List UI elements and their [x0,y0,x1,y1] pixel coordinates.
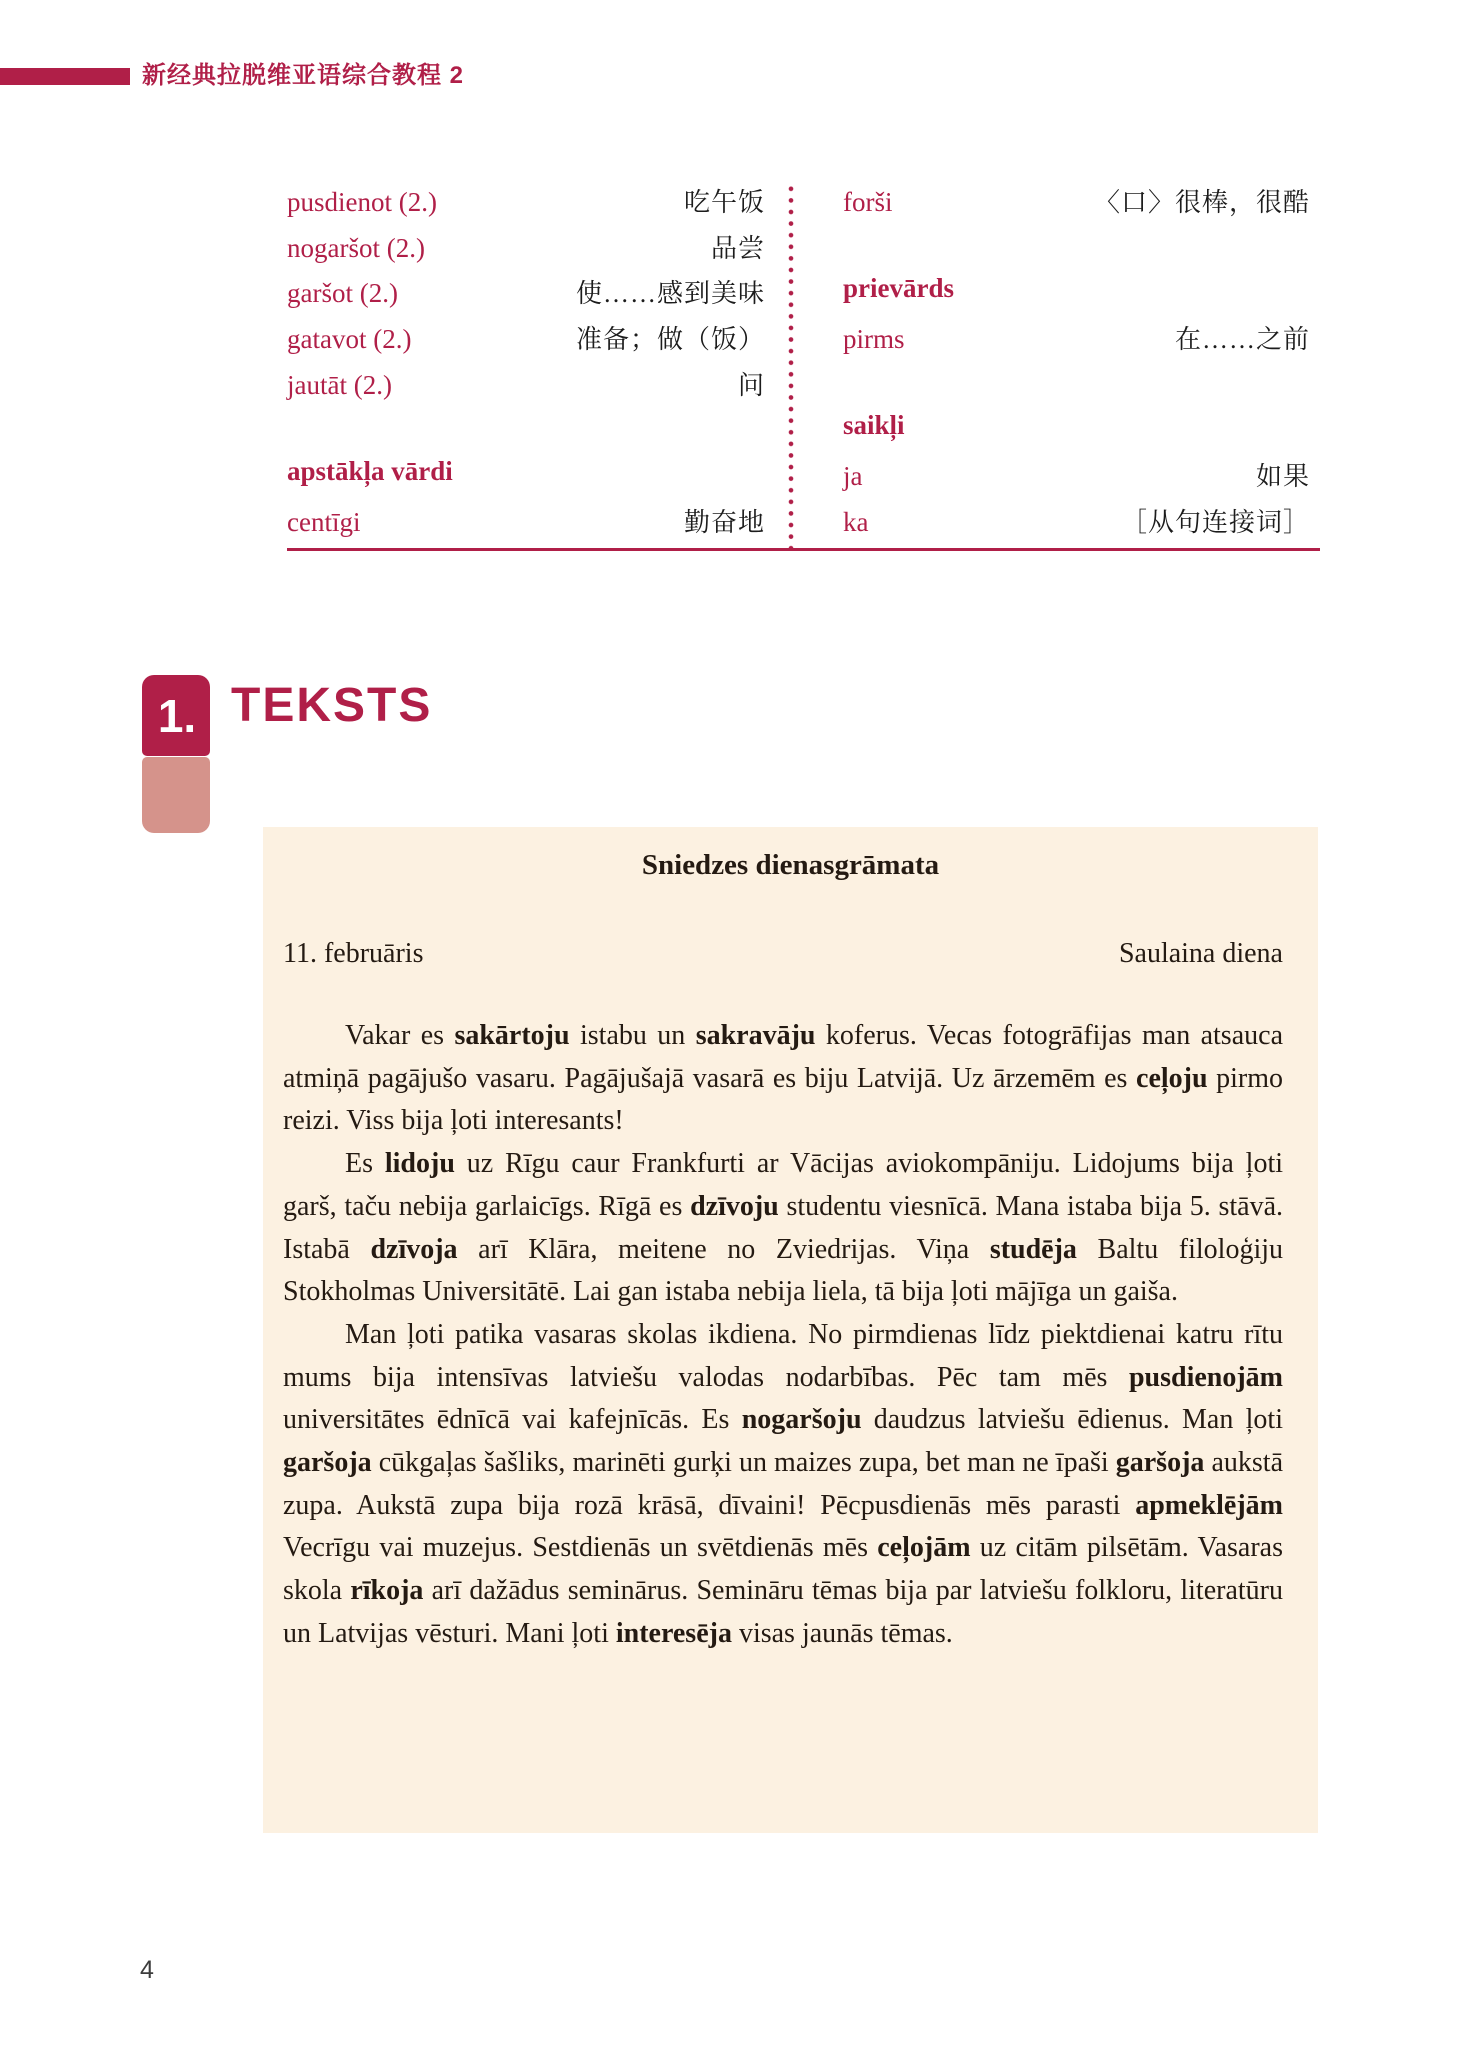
vocab-term: pusdienot (2.) [287,187,437,217]
diary-text-segment: arī Klāra, meitene no Zviedrijas. Viņa [457,1233,990,1265]
vocab-row [287,273,765,319]
vocab-row [287,182,765,228]
vocab-term: centīgi [287,506,361,537]
diary-text-segment: universitātes ēdnīcā vai kafejnīcās. Es [283,1404,742,1436]
diary-text-segment: visas jaunās tēmas. [731,1617,953,1649]
diary-weather: Saulaina diena [1118,938,1283,969]
diary-bold-word: rīkoja [350,1575,424,1607]
vocab-row [843,502,1310,548]
vocab-category-label: prievārds [843,273,954,304]
vocab-row [287,319,765,365]
diary-bold-word: interesēja [615,1617,732,1649]
diary-bold-word: dzīvoju [690,1190,779,1222]
diary-text-segment: cūkgaļas šašliks, marinēti gurķi un maizes zupa, bet man ne īpaši [371,1447,1116,1479]
vocab-row [843,319,1310,365]
diary-text-segment: Baltu filoloģiju Stokholmas Universitātē. Lai gan istaba nebija liela, tā bija ļoti mājīga un gaiša. [283,1233,1284,1308]
diary-paragraph [283,1143,1283,1314]
vocab-row [287,456,765,502]
diary-text-box [263,827,1318,1833]
diary-paragraph [283,1314,1283,1656]
vocab-row [843,228,1310,274]
diary-bold-word: ceļoju [1136,1062,1208,1094]
diary-text-segment: aukstā zupa. Aukstā zupa bija rozā krāsā, dīvaini! Pēcpusdienās mēs parasti [283,1447,1283,1521]
diary-text-segment: uz Rīgu caur Frankfurti ar Vācijas aviokompāniju. Lidojums bija ļoti garš, taču nebija garlaicīgs. Rīgā es [283,1148,1284,1222]
vocab-row [287,410,765,456]
vocab-category-label: saikļi [843,410,905,441]
diary-bold-word: pusdienojām [1128,1361,1283,1393]
vocab-column-left [287,182,765,548]
diary-bold-word: sakārtoju [454,1020,570,1051]
section-number-badge [142,675,210,756]
vocab-translation: 品尝 [710,233,765,263]
diary-bold-word: sakravāju [695,1020,816,1051]
diary-title: Sniedzes dienasgrāmata [641,849,940,881]
vocab-category-label: apstākļa vārdi [287,456,453,487]
diary-bold-word: garšoja [283,1447,372,1479]
vocab-translation: 准备；做（饭） [575,325,765,355]
vocab-term: garšot (2.) [287,278,398,309]
diary-bold-word: ceļojām [877,1532,971,1564]
diary-body [283,1015,1283,1656]
diary-bold-word: apmeklējām [1135,1489,1283,1521]
diary-bold-word: studēja [989,1233,1077,1265]
diary-text-segment: Vakar es [345,1020,455,1051]
vocab-translation: 在……之前 [1174,325,1310,355]
vocab-row [287,228,765,274]
diary-text-segment: pirmo reizi. Viss bija ļoti interesants! [283,1062,1283,1137]
diary-text-segment: daudzus latviešu ēdienus. Man ļoti [861,1404,1283,1436]
vocab-term: nogaršot (2.) [287,232,425,263]
diary-text-segment: uz citām pilsētām. Vasaras skola [283,1532,1283,1607]
vocab-translation: 如果 [1255,462,1310,492]
diary-paragraph [283,1015,1283,1143]
diary-text-segment: istabu un [569,1020,696,1051]
vocab-term: forši [843,187,893,217]
vocab-dotted-divider [788,183,794,550]
vocab-translation: 〈口〉很棒，很酷 [1093,188,1310,217]
vocab-row [843,182,1310,228]
diary-bold-word: garšoja [1115,1447,1205,1479]
diary-date: 11. februāris [283,938,424,969]
diary-text-segment: studentu viesnīcā. Mana istaba bija 5. stāvā. Istabā [283,1190,1284,1265]
section-number: 1. [157,689,197,742]
diary-bold-word: lidoju [384,1148,455,1180]
vocab-row [843,365,1310,411]
vocab-term: pirms [843,324,905,355]
diary-text-segment: koferus. Vecas fotogrāfijas man atsauca atmiņā pagājušo vasaru. Pagājušajā vasarā es biju Latvijā. Uz ārzemēm es [283,1020,1283,1094]
vocab-translation: 使……感到美味 [575,279,765,309]
page-number: 4 [140,1956,154,1984]
diary-bold-word: nogaršoju [741,1404,862,1436]
vocab-translation: ［从句连接词］ [1120,507,1310,537]
diary-meta-row [283,938,1283,970]
vocab-column-right [843,182,1310,548]
vocab-row [287,365,765,411]
section-badge-tail [142,757,210,833]
vocab-bottom-rule [287,548,1320,551]
vocab-term: jautāt (2.) [287,369,392,400]
vocab-translation: 问 [737,370,765,400]
diary-text-segment: Vecrīgu vai muzejus. Sestdienās un svētdienās mēs [283,1532,878,1564]
diary-text-segment: Man ļoti patika vasaras skolas ikdiena. No pirmdienas līdz piektdienai katru rītu mums bija intensīvas latviešu valodas nodarbības. Pēc tam mēs [283,1318,1283,1393]
vocab-term: ka [843,506,869,537]
vocab-translation: 吃午饭 [683,188,765,217]
section-title: TEKSTS [231,679,433,732]
diary-text-segment: arī dažādus seminārus. Semināru tēmas bija par latviešu folkloru, literatūru un Latvijas vēsturi. Mani ļoti [283,1575,1283,1649]
vocab-term: ja [843,461,863,492]
vocab-row [287,502,765,548]
vocab-row [843,456,1310,502]
book-title: 新经典拉脱维亚语综合教程 2 [142,62,465,89]
diary-text-segment: Es [345,1148,385,1180]
vocab-translation: 勤奋地 [683,507,765,537]
header-accent-bar [0,68,130,85]
vocab-term: gatavot (2.) [287,324,412,355]
diary-bold-word: dzīvoja [370,1233,458,1265]
vocab-row [843,273,1310,319]
vocab-row [843,410,1310,456]
